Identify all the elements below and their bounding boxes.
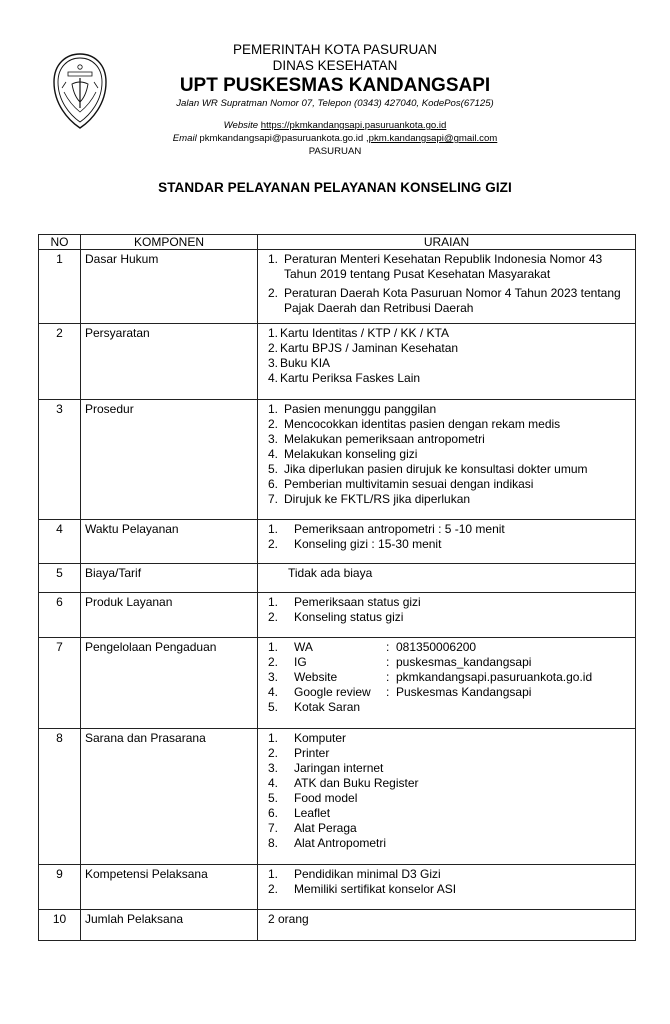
list (268, 522, 629, 552)
list-item: 4. Kartu Periksa Faskes Lain (268, 371, 421, 385)
row-description (258, 910, 636, 941)
row-component: Pengelolaan Pengaduan (81, 638, 258, 729)
institution-name: UPT PUSKESMAS KANDANGSAPI (179, 75, 491, 96)
list-item: 3. Buku KIA (268, 356, 331, 370)
row-component: Persyaratan (81, 324, 258, 400)
table-row (39, 250, 636, 324)
list-item: 2. Peraturan Daerah Kota Pasuruan Nomor 4 Tahun 2023 tentang Pajak Daerah dan Retribusi Daerah (268, 286, 621, 315)
list-item: 4. Melakukan konseling gizi (268, 447, 418, 461)
table-row (39, 564, 636, 593)
document-title: STANDAR PELAYANAN PELAYANAN KONSELING GIZI (158, 180, 512, 195)
list-item: 6. Leaflet (268, 806, 331, 820)
row-component: Waktu Pelayanan (81, 520, 258, 564)
header-no: NO (39, 235, 81, 250)
list-item: 2. Kartu BPJS / Jaminan Kesehatan (268, 341, 459, 355)
contact-item: 3. Website : pkmkandangsapi.pasuruankota.go.id (268, 670, 593, 684)
list-item: 2. Konseling gizi : 15-30 menit (268, 537, 442, 551)
row-description (258, 564, 636, 593)
department-name: DINAS KESEHATAN (272, 58, 398, 73)
contact-list (268, 640, 629, 715)
list (268, 595, 629, 625)
table-row (39, 400, 636, 520)
contact-item: 2. IG : puskesmas_kandangsapi (268, 655, 532, 669)
list (268, 731, 629, 851)
row-number: 6 (39, 593, 81, 638)
list-item: 2. Konseling status gizi (268, 610, 404, 624)
header-uraian: URAIAN (258, 235, 636, 250)
list (268, 326, 629, 386)
government-name: PEMERINTAH KOTA PASURUAN (232, 42, 438, 57)
description-text: 2 orang (268, 912, 309, 926)
description-text: Tidak ada biaya (288, 566, 373, 580)
table-row (39, 865, 636, 910)
website-line (130, 119, 540, 132)
city-line: PASURUAN (308, 146, 362, 157)
row-component: Prosedur (81, 400, 258, 520)
row-component: Kompetensi Pelaksana (81, 865, 258, 910)
table-row (39, 638, 636, 729)
row-number: 5 (39, 564, 81, 593)
website-link[interactable]: https://pkmkandangsapi.pasuruankota.go.id (260, 120, 447, 131)
list-item: 4. ATK dan Buku Register (268, 776, 419, 790)
list-item: 1. Kartu Identitas / KTP / KK / KTA (268, 326, 449, 340)
list-item: 1. Peraturan Menteri Kesehatan Republik Indonesia Nomor 43 Tahun 2019 tentang Pusat Kesehatan Masyarakat (268, 252, 603, 281)
row-description (258, 729, 636, 865)
row-description (258, 638, 636, 729)
city-emblem-logo (50, 52, 110, 130)
list-item: 1. Pendidikan minimal D3 Gizi (268, 867, 441, 881)
list-item: 5. Food model (268, 791, 358, 805)
list-item: 6. Pemberian multivitamin sesuai dengan indikasi (268, 477, 534, 491)
row-number: 9 (39, 865, 81, 910)
list (268, 867, 629, 897)
list-item: 7. Dirujuk ke FKTL/RS jika diperlukan (268, 492, 471, 506)
list-item: 2. Printer (268, 746, 330, 760)
row-component: Biaya/Tarif (81, 564, 258, 593)
list (268, 252, 629, 316)
row-number: 2 (39, 324, 81, 400)
list-item: 2. Memiliki sertifikat konselor ASI (268, 882, 457, 896)
contact-item: 5. Kotak Saran (268, 700, 361, 714)
list-item: 2. Mencocokkan identitas pasien dengan rekam medis (268, 417, 561, 431)
service-standard-table (38, 234, 636, 941)
list-item: 7. Alat Peraga (268, 821, 357, 835)
email-secondary-link[interactable]: pkm.kandangsapi@gmail.com (368, 133, 498, 144)
table-header-row (39, 235, 636, 250)
list-item: 1. Pemeriksaan antropometri : 5 -10 menit (268, 522, 505, 536)
row-component: Produk Layanan (81, 593, 258, 638)
table-row (39, 520, 636, 564)
website-label: Website (223, 120, 259, 131)
table-row (39, 910, 636, 941)
list (268, 402, 629, 507)
row-description (258, 400, 636, 520)
contact-item: 4. Google review : Puskesmas Kandangsapi (268, 685, 532, 699)
email-separator: , (363, 133, 369, 144)
row-description (258, 865, 636, 910)
list-item: 1. Pemeriksaan status gizi (268, 595, 421, 609)
table-row (39, 324, 636, 400)
row-component: Jumlah Pelaksana (81, 910, 258, 941)
row-number: 10 (39, 910, 81, 941)
table-row (39, 593, 636, 638)
row-description (258, 520, 636, 564)
row-number: 7 (39, 638, 81, 729)
row-description (258, 250, 636, 324)
row-number: 8 (39, 729, 81, 865)
list-item: 1. Pasien menunggu panggilan (268, 402, 437, 416)
email-line (130, 132, 540, 145)
address-line: Jalan WR Supratman Nomor 07, Telepon (0343) 427040, KodePos(67125) (176, 98, 494, 109)
letterhead (130, 42, 540, 158)
row-description (258, 324, 636, 400)
email-primary[interactable]: pkmkandangsapi@pasuruankota.go.id (199, 133, 364, 144)
row-component: Dasar Hukum (81, 250, 258, 324)
header-komponen: KOMPONEN (81, 235, 258, 250)
row-number: 3 (39, 400, 81, 520)
row-number: 4 (39, 520, 81, 564)
row-number: 1 (39, 250, 81, 324)
list-item: 3. Melakukan pemeriksaan antropometri (268, 432, 485, 446)
contact-item: 1. WA : 081350006200 (268, 640, 477, 654)
row-description (258, 593, 636, 638)
table-row (39, 729, 636, 865)
list-item: 5. Jika diperlukan pasien dirujuk ke konsultasi dokter umum (268, 462, 588, 476)
list-item: 8. Alat Antropometri (268, 836, 387, 850)
list-item: 1. Komputer (268, 731, 347, 745)
row-component: Sarana dan Prasarana (81, 729, 258, 865)
list-item: 3. Jaringan internet (268, 761, 384, 775)
email-label: Email (172, 133, 197, 144)
